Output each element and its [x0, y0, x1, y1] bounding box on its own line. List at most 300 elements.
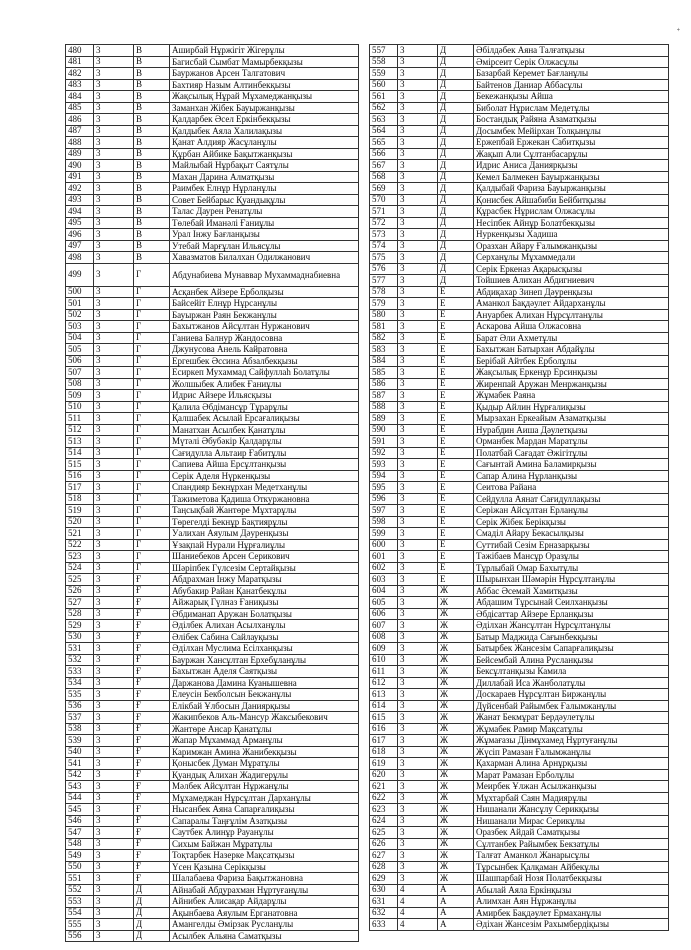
class-letter: В — [134, 171, 170, 183]
class-letter: Е — [438, 505, 474, 517]
row-number: 626 — [370, 838, 398, 850]
student-name: Бахытжанов Айсұлтан Нуржанович — [170, 321, 359, 333]
student-name: Базарбай Керемет Бағланұлы — [474, 68, 669, 80]
row-number: 562 — [370, 102, 398, 114]
row-number: 571 — [370, 206, 398, 218]
class-letter: Ғ — [134, 631, 170, 643]
row-number: 492 — [66, 183, 94, 195]
class-letter: Г — [134, 447, 170, 459]
class-letter: Г — [134, 344, 170, 356]
student-name: Қалдыбек Аяла Халилақызы — [170, 125, 359, 137]
table-row — [370, 654, 669, 666]
grade-cell: 3 — [94, 919, 134, 931]
class-letter: Ж — [438, 735, 474, 747]
grade-cell: 4 — [398, 907, 438, 919]
grade-cell: 3 — [398, 321, 438, 333]
student-name: Полатбай Сағадат Әжігітұлы — [474, 447, 669, 459]
table-row — [66, 298, 359, 310]
class-letter: Ғ — [134, 838, 170, 850]
class-letter: Е — [438, 413, 474, 425]
class-letter: Е — [438, 470, 474, 482]
table-row — [370, 838, 669, 850]
grade-cell: 3 — [94, 700, 134, 712]
grade-cell: 3 — [398, 240, 438, 252]
row-number: 573 — [370, 229, 398, 241]
grade-cell: 3 — [398, 459, 438, 471]
class-letter: Г — [134, 505, 170, 517]
row-number: 564 — [370, 125, 398, 137]
class-letter: Е — [438, 298, 474, 310]
grade-cell: 3 — [398, 470, 438, 482]
row-number: 567 — [370, 160, 398, 172]
student-name: Смаділ Айару Бекасылқызы — [474, 528, 669, 540]
grade-cell: 3 — [398, 608, 438, 620]
class-letter: Ж — [438, 585, 474, 597]
class-letter: Г — [134, 263, 170, 286]
table-row — [370, 861, 669, 873]
student-name: Раимбек Елнұр Нұрланұлы — [170, 183, 359, 195]
grade-cell: 3 — [398, 562, 438, 574]
class-letter: Ғ — [134, 654, 170, 666]
row-number: 624 — [370, 815, 398, 827]
table-row — [66, 608, 359, 620]
grade-cell: 3 — [94, 562, 134, 574]
class-letter: Д — [438, 137, 474, 149]
table-row — [370, 804, 669, 816]
class-letter: В — [134, 125, 170, 137]
class-letter: Е — [438, 447, 474, 459]
class-letter: А — [438, 919, 474, 931]
grade-cell: 3 — [94, 286, 134, 298]
table-row — [66, 79, 359, 91]
table-row — [66, 643, 359, 655]
table-row — [66, 263, 359, 286]
class-letter: Ғ — [134, 608, 170, 620]
student-name: Ержепбай Ержекан Сабитқызы — [474, 137, 669, 149]
class-letter: Д — [438, 114, 474, 126]
table-row — [66, 781, 359, 793]
student-name: Шәріпбек Гүлсезім Сертайқызы — [170, 562, 359, 574]
student-name: Барат Әли Ахметұлы — [474, 332, 669, 344]
row-number: 581 — [370, 321, 398, 333]
class-letter: Г — [134, 470, 170, 482]
row-number: 541 — [66, 758, 94, 770]
grade-cell: 3 — [94, 528, 134, 540]
grade-cell: 3 — [398, 861, 438, 873]
class-letter: Ж — [438, 608, 474, 620]
table-row — [66, 884, 359, 896]
student-name: Әділхан Муслима Есілханқызы — [170, 643, 359, 655]
class-letter: Ғ — [134, 804, 170, 816]
row-number: 583 — [370, 344, 398, 356]
grade-cell: 3 — [398, 275, 438, 287]
class-letter: В — [134, 148, 170, 160]
class-letter: Д — [134, 884, 170, 896]
grade-cell: 3 — [94, 666, 134, 678]
class-letter: Ғ — [134, 746, 170, 758]
table-row — [66, 896, 359, 908]
student-name: Қалила Әбдімансұр Тұрарұлы — [170, 401, 359, 413]
student-name: Үсен Қазына Серікқызы — [170, 861, 359, 873]
grade-cell: 3 — [398, 79, 438, 91]
grade-cell: 3 — [398, 424, 438, 436]
grade-cell: 3 — [94, 91, 134, 103]
student-name: Бахытжан Батырхан Абдайұлы — [474, 344, 669, 356]
student-name: Қанат Алдияр Жасұланұлы — [170, 137, 359, 149]
row-number: 617 — [370, 735, 398, 747]
grade-cell: 3 — [94, 597, 134, 609]
grade-cell: 3 — [94, 68, 134, 80]
table-row — [370, 884, 669, 896]
student-name: Тұрсынбек Қалқаман Айбекұлы — [474, 861, 669, 873]
row-number: 518 — [66, 493, 94, 505]
grade-cell: 3 — [398, 712, 438, 724]
row-number: 532 — [66, 654, 94, 666]
student-name: Серіжан Айсұлтан Ерланұлы — [474, 505, 669, 517]
row-number: 632 — [370, 907, 398, 919]
grade-cell: 3 — [94, 436, 134, 448]
table-row — [370, 56, 669, 68]
grade-cell: 3 — [398, 769, 438, 781]
class-letter: Ж — [438, 643, 474, 655]
student-name: Меирбек Ұлжан Асылжанқызы — [474, 781, 669, 793]
table-row — [370, 390, 669, 402]
grade-cell: 3 — [398, 148, 438, 160]
table-row — [66, 459, 359, 471]
class-letter: В — [134, 252, 170, 264]
row-number: 630 — [370, 884, 398, 896]
grade-cell: 3 — [94, 712, 134, 724]
student-name: Аманкол Бақдәулет Айдарханұлы — [474, 298, 669, 310]
grade-cell: 3 — [398, 516, 438, 528]
student-name: Бауржан Хансұлтан Ерхебұланұлы — [170, 654, 359, 666]
class-letter: Г — [134, 367, 170, 379]
student-name: Серханұлы Мұхаммедали — [474, 252, 669, 264]
student-name: Несіпбек Айнұр Болатбекқызы — [474, 217, 669, 229]
grade-cell: 3 — [94, 240, 134, 252]
table-row — [66, 631, 359, 643]
row-number: 608 — [370, 631, 398, 643]
grade-cell: 3 — [94, 677, 134, 689]
grade-cell: 3 — [398, 447, 438, 459]
row-number: 530 — [66, 631, 94, 643]
table-row — [370, 344, 669, 356]
grade-cell: 3 — [94, 781, 134, 793]
table-row — [370, 263, 669, 275]
table-row — [66, 620, 359, 632]
student-name: Жақсылық Еркенұр Ерсинқызы — [474, 367, 669, 379]
table-row — [370, 919, 669, 931]
table-row — [370, 436, 669, 448]
grade-cell: 3 — [398, 654, 438, 666]
class-letter: Ғ — [134, 781, 170, 793]
grade-cell: 3 — [94, 125, 134, 137]
student-name: Батырбек Жансезім Сапарғалиқызы — [474, 643, 669, 655]
table-row — [66, 850, 359, 862]
table-row — [66, 309, 359, 321]
student-name: Әбдиманап Аружан Болатқызы — [170, 608, 359, 620]
row-number: 524 — [66, 562, 94, 574]
row-number: 601 — [370, 551, 398, 563]
class-letter: В — [134, 229, 170, 241]
class-letter: Д — [438, 68, 474, 80]
student-name: Сапар Алина Нұрланқызы — [474, 470, 669, 482]
student-name: Бексұлтанқызы Камила — [474, 666, 669, 678]
grade-cell: 3 — [398, 56, 438, 68]
table-row — [66, 792, 359, 804]
grade-cell: 3 — [94, 746, 134, 758]
row-number: 558 — [370, 56, 398, 68]
student-name: Мұхтарбай Саян Мадиярұлы — [474, 792, 669, 804]
class-letter: Г — [134, 413, 170, 425]
grade-cell: 3 — [398, 804, 438, 816]
table-row — [66, 229, 359, 241]
row-number: 560 — [370, 79, 398, 91]
student-name: Заманхан Жібек Бауыржанқызы — [170, 102, 359, 114]
class-letter: Ж — [438, 838, 474, 850]
student-name: Бахытжан Аделя Саятқызы — [170, 666, 359, 678]
grade-cell: 3 — [94, 907, 134, 919]
table-body-left — [66, 45, 359, 942]
row-number: 537 — [66, 712, 94, 724]
grade-cell: 3 — [398, 482, 438, 494]
class-letter: Е — [438, 286, 474, 298]
row-number: 616 — [370, 723, 398, 735]
table-row — [370, 183, 669, 195]
class-letter: Д — [438, 275, 474, 287]
student-name: Амирбек Бақдәулет Ермаханұлы — [474, 907, 669, 919]
grade-cell: 3 — [398, 114, 438, 126]
class-letter: Е — [438, 332, 474, 344]
row-number: 565 — [370, 137, 398, 149]
class-letter: Ғ — [134, 585, 170, 597]
grade-cell: 3 — [94, 792, 134, 804]
grade-cell: 3 — [398, 45, 438, 57]
student-name: Саутбек Алинұр Рауанұлы — [170, 827, 359, 839]
row-number: 614 — [370, 700, 398, 712]
table-row — [66, 838, 359, 850]
table-row — [370, 735, 669, 747]
grade-cell: 3 — [398, 620, 438, 632]
student-name: Жүсіп Рамазан Ғалымжанұлы — [474, 746, 669, 758]
row-number: 495 — [66, 217, 94, 229]
student-name: Ақынбаева Аяулым Ерганатовна — [170, 907, 359, 919]
row-number: 620 — [370, 769, 398, 781]
row-number: 633 — [370, 919, 398, 931]
student-name: Жұмабек Рамир Мақсатұлы — [474, 723, 669, 735]
grade-cell: 3 — [94, 160, 134, 172]
class-letter: В — [134, 160, 170, 172]
row-number: 580 — [370, 309, 398, 321]
table-row — [370, 148, 669, 160]
table-row — [66, 91, 359, 103]
table-row — [370, 792, 669, 804]
row-number: 548 — [66, 838, 94, 850]
scan-mark: ⁺ — [672, 27, 682, 32]
grade-cell: 3 — [398, 597, 438, 609]
class-letter: Ғ — [134, 666, 170, 678]
class-letter: Г — [134, 378, 170, 390]
table-row — [370, 298, 669, 310]
grade-cell: 3 — [398, 850, 438, 862]
row-number: 535 — [66, 689, 94, 701]
class-letter: Г — [134, 528, 170, 540]
row-number: 570 — [370, 194, 398, 206]
grade-cell: 3 — [398, 401, 438, 413]
row-number: 547 — [66, 827, 94, 839]
student-name: Асқанбек Айзере Ерболқызы — [170, 286, 359, 298]
row-number: 628 — [370, 861, 398, 873]
grade-cell: 3 — [94, 56, 134, 68]
grade-cell: 3 — [94, 482, 134, 494]
class-letter: Е — [438, 309, 474, 321]
class-letter: Г — [134, 562, 170, 574]
row-number: 569 — [370, 183, 398, 195]
student-name: Жантөре Ансар Қанатұлы — [170, 723, 359, 735]
student-name: Серік Еркеназ Ақарысқызы — [474, 263, 669, 275]
student-name: Әлібек Сабина Сайлауқызы — [170, 631, 359, 643]
row-number: 520 — [66, 516, 94, 528]
student-name: Сеитова Райана — [474, 482, 669, 494]
row-number: 552 — [66, 884, 94, 896]
student-name: Нуркенқызы Хадиша — [474, 229, 669, 241]
grade-cell: 3 — [398, 735, 438, 747]
row-number: 603 — [370, 574, 398, 586]
class-letter: Е — [438, 482, 474, 494]
class-letter: Ғ — [134, 792, 170, 804]
row-number: 505 — [66, 344, 94, 356]
grade-cell: 3 — [398, 194, 438, 206]
grade-cell: 3 — [94, 252, 134, 264]
class-letter: Ғ — [134, 827, 170, 839]
student-name: Оразбек Айдай Саматқызы — [474, 827, 669, 839]
table-row — [66, 815, 359, 827]
student-name: Оразхан Айару Ғалымжанқызы — [474, 240, 669, 252]
grade-cell: 4 — [398, 896, 438, 908]
row-number: 491 — [66, 171, 94, 183]
student-name: Мұхамеджан Нұрсұлтан Дарханұлы — [170, 792, 359, 804]
table-row — [66, 712, 359, 724]
table-row — [66, 447, 359, 459]
row-number: 606 — [370, 608, 398, 620]
row-number: 557 — [370, 45, 398, 57]
grade-cell: 3 — [94, 643, 134, 655]
table-row — [66, 493, 359, 505]
grade-cell: 3 — [398, 217, 438, 229]
grade-cell: 3 — [94, 367, 134, 379]
grade-cell: 3 — [94, 355, 134, 367]
row-number: 592 — [370, 447, 398, 459]
grade-cell: 3 — [398, 666, 438, 678]
student-name: Сапаралы Таңғұлім Азатқызы — [170, 815, 359, 827]
class-letter: В — [134, 194, 170, 206]
table-row — [66, 367, 359, 379]
grade-cell: 3 — [398, 873, 438, 885]
table-row — [66, 827, 359, 839]
table-row — [66, 344, 359, 356]
row-number: 514 — [66, 447, 94, 459]
student-name: Аббас Әсемай Хамитқызы — [474, 585, 669, 597]
table-row — [370, 539, 669, 551]
grade-cell: 3 — [94, 344, 134, 356]
class-letter: Г — [134, 309, 170, 321]
table-row — [370, 240, 669, 252]
student-name: Бауржанов Арсен Талгатович — [170, 68, 359, 80]
student-name: Абылай Аяла Еркінқызы — [474, 884, 669, 896]
student-name: Абдрахман Інжу Маратқызы — [170, 574, 359, 586]
student-name: Утебай Марғұлан Ильясұлы — [170, 240, 359, 252]
table-row — [66, 45, 359, 57]
row-number: 499 — [66, 263, 94, 286]
grade-cell: 3 — [94, 470, 134, 482]
student-name: Урал Інжу Бағланқызы — [170, 229, 359, 241]
student-name: Сағынтай Амина Баламирқызы — [474, 459, 669, 471]
table-row — [66, 907, 359, 919]
row-number: 486 — [66, 114, 94, 126]
table-row — [370, 827, 669, 839]
student-name: Құрбан Айбике Бақытжанқызы — [170, 148, 359, 160]
row-number: 590 — [370, 424, 398, 436]
student-name: Махан Дарина Алматқызы — [170, 171, 359, 183]
grade-cell: 3 — [398, 68, 438, 80]
class-letter: В — [134, 79, 170, 91]
table-row — [370, 907, 669, 919]
student-name: Қалдарбек Әсел Еркінбекқызы — [170, 114, 359, 126]
table-row — [66, 735, 359, 747]
class-letter: Е — [438, 562, 474, 574]
grade-cell: 3 — [94, 137, 134, 149]
row-number: 513 — [66, 436, 94, 448]
class-letter: Ғ — [134, 769, 170, 781]
table-row — [370, 574, 669, 586]
class-letter: Д — [438, 45, 474, 57]
grade-cell: 3 — [398, 378, 438, 390]
row-number: 591 — [370, 436, 398, 448]
grade-cell: 3 — [398, 539, 438, 551]
student-name: Каримжан Амина Жанибекқызы — [170, 746, 359, 758]
row-number: 523 — [66, 551, 94, 563]
class-letter: Г — [134, 436, 170, 448]
student-name: Мәлбек Айсұлтан Нұржанұлы — [170, 781, 359, 793]
table-row — [370, 401, 669, 413]
grade-cell: 3 — [398, 631, 438, 643]
table-row — [370, 505, 669, 517]
table-row — [66, 137, 359, 149]
table-row — [370, 470, 669, 482]
class-letter: Ж — [438, 758, 474, 770]
student-name: Жұмабек Раяна — [474, 390, 669, 402]
row-number: 586 — [370, 378, 398, 390]
table-row — [66, 551, 359, 563]
class-letter: Е — [438, 390, 474, 402]
grade-cell: 3 — [398, 677, 438, 689]
student-name: Алимхан Аян Нұржанұлы — [474, 896, 669, 908]
table-row — [66, 769, 359, 781]
student-name: Ганиева Балнур Жандосовна — [170, 332, 359, 344]
row-number: 542 — [66, 769, 94, 781]
row-number: 504 — [66, 332, 94, 344]
student-name: Нысанбек Аяна Сапарғалиқызы — [170, 804, 359, 816]
class-letter: Д — [438, 183, 474, 195]
row-number: 533 — [66, 666, 94, 678]
row-number: 550 — [66, 861, 94, 873]
class-letter: Ж — [438, 677, 474, 689]
class-letter: В — [134, 102, 170, 114]
table-row — [66, 148, 359, 160]
class-letter: Д — [438, 194, 474, 206]
table-row — [370, 666, 669, 678]
class-letter: Ғ — [134, 712, 170, 724]
